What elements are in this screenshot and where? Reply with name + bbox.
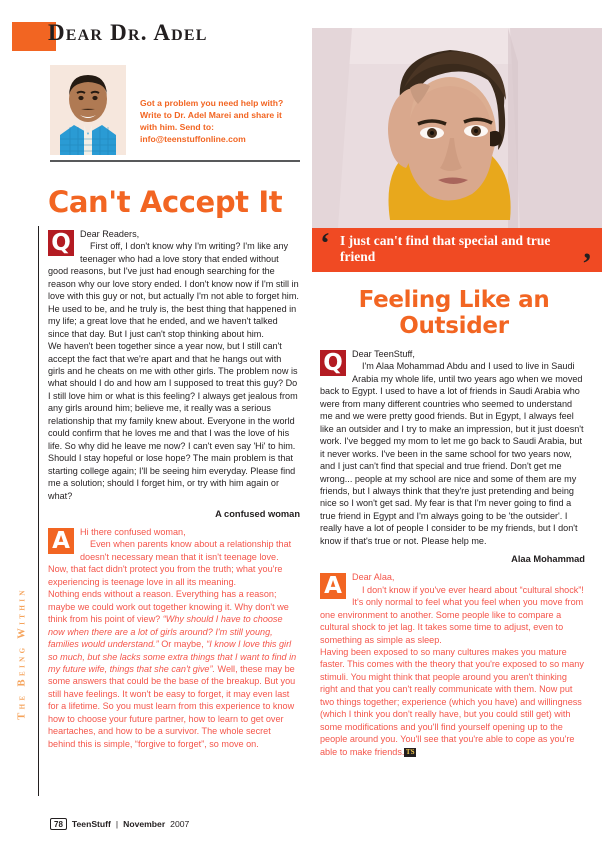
left-answer-quote-1: “Why should I have to choose now when there are a lot of girls around? I'm still young, families would understand.” [48, 614, 283, 650]
doctor-portrait-photo [50, 65, 126, 155]
left-column-rule [38, 226, 39, 796]
right-answer-para1: I don't know if you've ever heard about “cultural shock”! It's only normal to feel what you feel when you move from one environment to another. Some people like to compare a cultural shock to jet lag. It takes some time to adjust, even to something as simple as sleep. [320, 584, 584, 645]
right-question-text [320, 348, 585, 547]
page-number: 78 [50, 818, 67, 830]
left-answer-para2 [48, 588, 300, 750]
pull-quote-box [312, 227, 602, 280]
right-answer-seg: Having been exposed to so many cultures makes you mature faster. This comes with the theory that you're exposed to so many stimuli. You might think that people around you aren't thinking right and that you can't really communicate with them. Now put two things together; experience (which you have) and willingness (which I think you don't really have, but you could still get) with some modifications and you'll find yourself opening up to the people around you. You'll see that you're able to cope as you're able to make friends. [320, 646, 584, 757]
answer-badge-icon: A [48, 528, 74, 554]
header-divider-rule [50, 160, 300, 162]
teen-boy-photo [312, 28, 602, 228]
section-vertical-label: The Being Within [16, 587, 28, 720]
answer-badge-icon: A [320, 573, 346, 599]
right-question-para1: I'm Alaa Mohammad Abdu and I used to live in Saudi Arabia my whole life, until two years ago when we moved back to Egypt. I used to have a lot of friends in Saudi Arabia who were from many different countries who seemed to understand me and we were pretty good friends. But in Egypt, I always feel like an outsider and I try to make an impression, but it just doesn't work. I've begged my mom to let me go back to Saudi Arabia, but it never works. I've been in the same school for two years now, and I just can't find that special and true friend. Don't get me wrong... people at my school are nice and some of them are my friends, but I always think that they're just pretending and being nice so I won't get sad. My fear is that I'm never going to find a true friend in Egypt and I'm always going to be 'the outsider'. I really have a lot of people I consider to be my friends, but I don't know if that's true or not. Please help me. [320, 361, 584, 546]
right-answer-para2 [320, 646, 585, 758]
teenstuff-end-mark-icon: TS [405, 747, 415, 756]
left-answer-seg-a: Nothing ends without a reason. Everything has a reason; maybe we could work out together knowing it. Why don't we think from his point of view? [48, 589, 289, 625]
left-answer-seg-b: Or maybe, [158, 639, 207, 650]
left-answer-para1: Even when parents know about a relationship that doesn't necessary mean that it isn't teenage love. Now, that fact didn't protect you from the truth; what you're experiencing is teenage love in all its meaning. [48, 539, 292, 587]
issue-year: 2007 [170, 819, 190, 829]
right-answer-salutation: Dear Alaa, [352, 572, 395, 583]
magazine-name: TeenStuff [71, 819, 111, 829]
left-question-text [48, 228, 300, 502]
right-question-salutation: Dear TeenStuff, [352, 349, 415, 359]
left-question-para1: First off, I don't know why I'm writing? I'm like any teenager who had a love story that ended without good reasons, but I've just had enough searching for the reason why our love story ended. I don't know now if I'm still in love with this guy or not, but actually I'm not able to forget him. He used to be, and he truly is, the best thing that happened in my life; a great love that he ended, and we haven't talked since that day. But I just can't stop thinking about him. [48, 241, 299, 339]
left-question-salutation: Dear Readers, [80, 229, 140, 239]
issue-month: November [123, 819, 166, 829]
left-answer-block [48, 524, 300, 750]
contact-info-text: Got a problem you need help with? Write to Dr. Adel Marei and share it with him. Send to: info@teenstuffonline.com [140, 98, 284, 144]
right-question-signature: Alaa Mohammad [511, 554, 585, 565]
footer-separator: | [115, 819, 119, 829]
right-answer-text [320, 571, 585, 758]
right-answer-block [320, 569, 585, 758]
pull-quote-text: I just can't find that special and true friend [340, 233, 551, 265]
question-badge-icon: Q [48, 230, 74, 256]
left-question-para2: We haven't been together since a year now, but I still can't accept the fact that we're apart and that he hangs out with girls and he cheats on me with other girls. The problem now is what should I do and how am I supposed to treat this guy? Do I still love him or what is this feeling? I always get jealous from any girls around him; believe me, it really was a serious relationship that my family knew about. Everyone in the world could confirm that he loves me and that I was the love of his life. So why did he leave me now? I can't even say 'Hi' to him. Should I stay hopeful or lose hope? The main problem is that starting college again; I'll be seeing him everyday. Please find me a solution; should I forget him, or try with him again or what? [48, 341, 298, 501]
left-question-signature: A confused woman [215, 508, 300, 519]
left-answer-text [48, 526, 300, 750]
page-title: Dear Dr. Adel [48, 20, 208, 45]
left-answer-seg-c: Well, these may be some answers that could be the base of the breakup. But you still have feelings. It won't be easy to forget, it may even last for a lifetime. So you must learn from this experience to know how to choose your future partner, how to learn to get over heartaches, and how to be a survivor. The whole secret behind this is simple, “forgive to forget”, so move on. [48, 663, 296, 749]
left-answer-quote-2: “I know I love this girl so much, but she lacks some extra things that I want to find in my future wife, things that she can't give”. [48, 639, 297, 674]
article-left-headline: Can't Accept It [48, 185, 283, 219]
left-answer-salutation: Hi there confused woman, [80, 526, 186, 537]
article-right-body [320, 348, 585, 758]
question-badge-icon: Q [320, 350, 346, 376]
page-footer [50, 818, 189, 830]
article-right-headline: Feeling Like an Outsider [358, 287, 550, 339]
quote-close-icon: ’ [582, 247, 592, 280]
article-left-body [48, 228, 300, 750]
quote-open-icon: ‘ [320, 227, 330, 260]
